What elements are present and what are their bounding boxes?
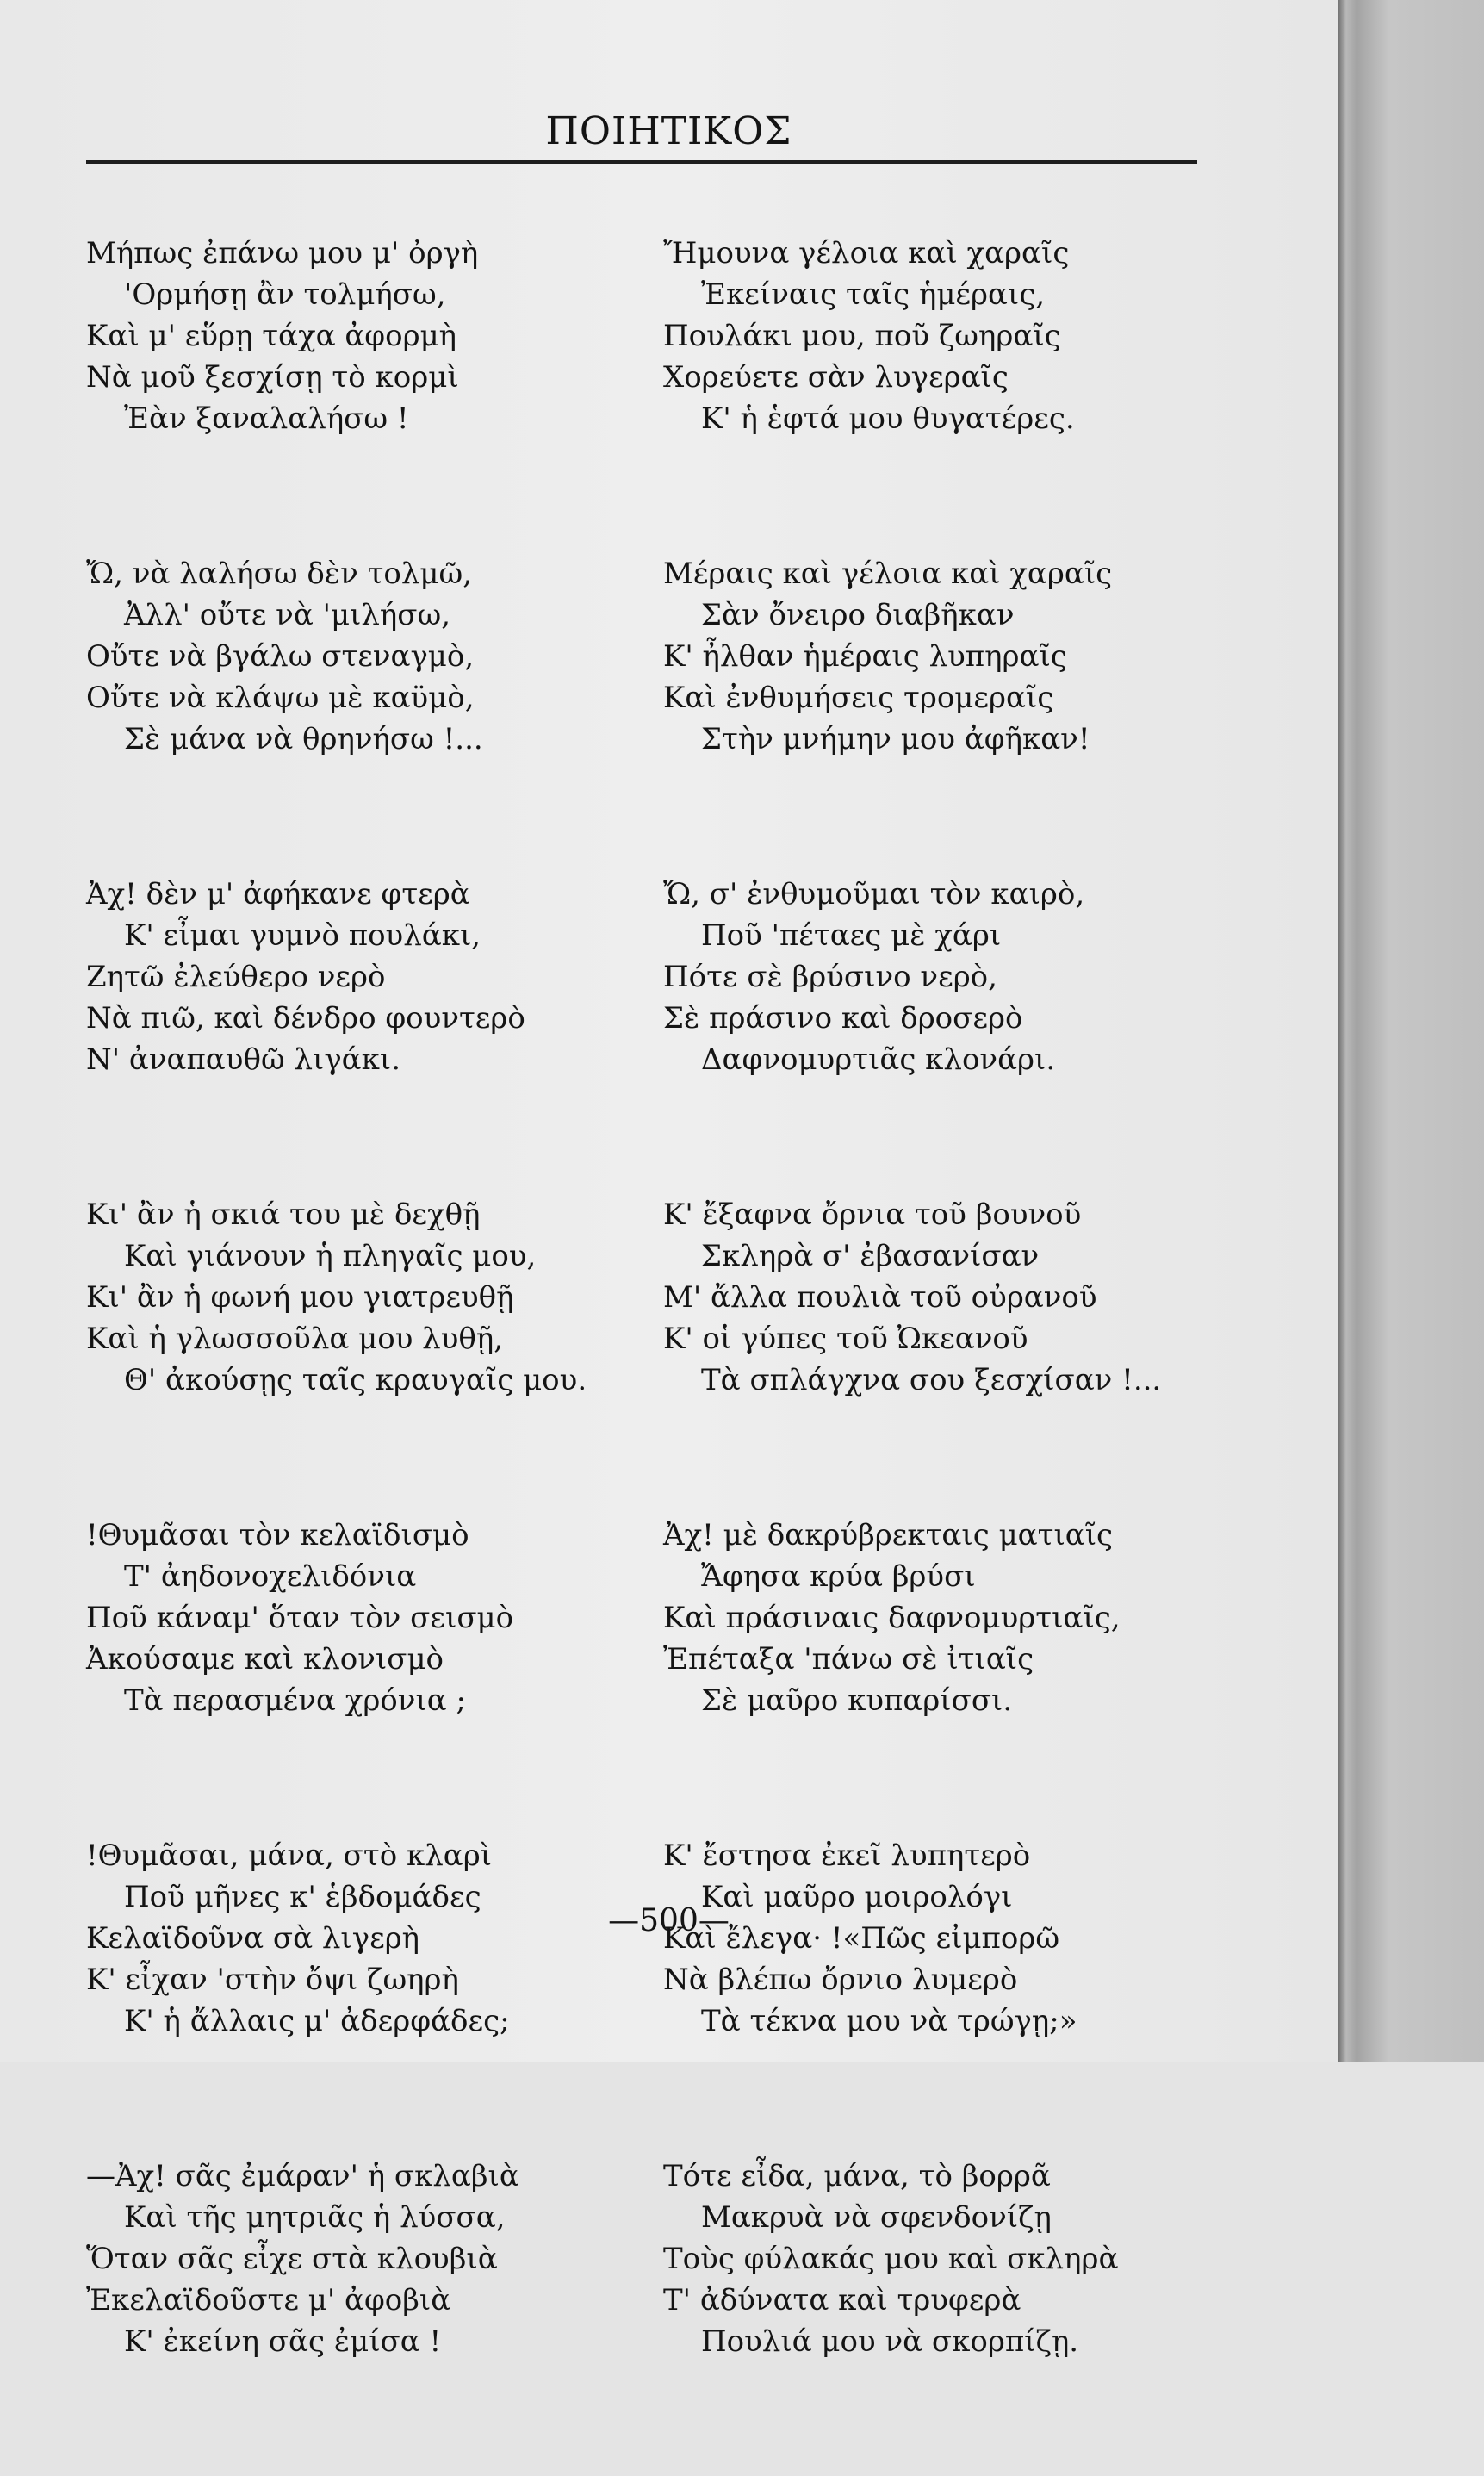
verse-line: Καὶ ἔλεγα· !«Πῶς εἰμπορῶ xyxy=(663,1921,1060,1956)
stanza xyxy=(663,233,1214,553)
stanza xyxy=(86,1835,637,2156)
verse-line: Κ' εἶχαν 'στὴν ὄψι ζωηρὴ xyxy=(86,1963,459,1997)
stanza xyxy=(663,874,1214,1194)
verse-line: Κ' οἱ γύπες τοῦ Ὠκεανοῦ xyxy=(663,1322,1028,1356)
verse-line: !Θυμᾶσαι, μάνα, στὸ κλαρὶ xyxy=(86,1838,493,1873)
verse-line: Τότε εἶδα, μάνα, τὸ βορρᾶ xyxy=(663,2159,1051,2193)
verse-line: Ἀχ! μὲ δακρύβρεκταις ματιαῖς xyxy=(663,1518,1114,1552)
stanza xyxy=(86,1194,637,1515)
verse-line: Μήπως ἐπάνω μου μ' ὀργὴ xyxy=(86,236,479,271)
verse-line: Καὶ ἐνθυμήσεις τρομεραῖς xyxy=(663,681,1054,715)
verse-line: Καὶ πράσιναις δαφνομυρτιαῖς, xyxy=(663,1601,1121,1635)
verse-line: Καὶ ἡ γλωσσοῦλα μου λυθῇ, xyxy=(86,1322,504,1356)
verse-line: Ἀχ! δὲν μ' ἀφήκανε φτερὰ xyxy=(86,877,470,911)
stanza xyxy=(663,553,1214,874)
verse-line: Κ' ἔστησα ἐκεῖ λυπητερὸ xyxy=(663,1838,1031,1873)
verse-line: Ποῦ 'πέταες μὲ χάρι xyxy=(701,918,1002,953)
verse-line: Κελαϊδοῦνα σὰ λιγερὴ xyxy=(86,1921,420,1956)
verse-line: Νὰ πιῶ, καὶ δένδρο φουντερὸ xyxy=(86,1001,525,1036)
verse-line: Ἀκούσαμε καὶ κλονισμὸ xyxy=(86,1642,444,1677)
stanza xyxy=(86,553,637,874)
right-column xyxy=(663,233,1214,2476)
verse-line: Κ' ἔξαφνα ὄρνια τοῦ βουνοῦ xyxy=(663,1198,1082,1232)
verse-line: Μέραις καὶ γέλοια καὶ χαραῖς xyxy=(663,557,1113,591)
stanza xyxy=(663,1835,1214,2156)
verse-line: Πουλάκι μου, ποῦ ζωηραῖς xyxy=(663,319,1061,353)
verse-line: Τοὺς φύλακάς μου καὶ σκληρὰ xyxy=(663,2242,1119,2276)
verse-line: Νὰ μοῦ ξεσχίσῃ τὸ κορμὶ xyxy=(86,360,459,395)
verse-line: Πουλιά μου νὰ σκορπίζῃ. xyxy=(701,2324,1079,2359)
stanza xyxy=(86,874,637,1194)
stanza xyxy=(663,1515,1214,1835)
verse-line: Οὔτε νὰ βγάλω στεναγμὸ, xyxy=(86,639,475,674)
verse-line: Κ' ἡ ἑφτά μου θυγατέρες. xyxy=(701,401,1075,436)
page-edge-shadow xyxy=(1338,0,1484,2062)
verse-line: Καὶ τῆς μητριᾶς ἡ λύσσα, xyxy=(124,2200,506,2235)
verse-line: Τὰ σπλάγχνα σου ξεσχίσαν !... xyxy=(701,1363,1162,1397)
verse-line: Ἀλλ' οὔτε νὰ 'μιλήσω, xyxy=(124,598,451,632)
verse-line: Ἐκελαϊδοῦστε μ' ἀφοβιὰ xyxy=(86,2283,451,2317)
verse-line: Κι' ἂν ἡ φωνή μου γιατρευθῇ xyxy=(86,1280,514,1315)
verse-line: Καὶ γιάνουν ἡ πληγαῖς μου, xyxy=(124,1239,537,1273)
left-column xyxy=(86,233,637,2476)
verse-line: Σὲ πράσινο καὶ δροσερὸ xyxy=(663,1001,1023,1036)
verse-line: Κ' ἐκείνη σᾶς ἐμίσα ! xyxy=(124,2324,442,2359)
verse-line: Σκληρὰ σ' ἐβασανίσαν xyxy=(701,1239,1040,1273)
stanza xyxy=(86,233,637,553)
verse-line: Οὔτε νὰ κλάψω μὲ καϋμὸ, xyxy=(86,681,475,715)
verse-line: Σὰν ὄνειρο διαβῆκαν xyxy=(701,598,1015,632)
verse-line: 'Ορμήσῃ ἂν τολμήσω, xyxy=(124,277,446,312)
verse-line: Ποῦ μῆνες κ' ἑβδομάδες xyxy=(124,1880,481,1914)
verse-line: Ὅταν σᾶς εἶχε στὰ κλουβιὰ xyxy=(86,2242,498,2276)
verse-line: Τ' ἀδύνατα καὶ τρυφερὰ xyxy=(663,2283,1021,2317)
verse-line: Ἤμουνα γέλοια καὶ χαραῖς xyxy=(663,236,1070,271)
verse-line: Ὤ, σ' ἐνθυμοῦμαι τὸν καιρὸ, xyxy=(663,877,1085,911)
verse-line: Σὲ μαῦρο κυπαρίσσι. xyxy=(701,1683,1013,1718)
verse-line: Κι' ἂν ἡ σκιά του μὲ δεχθῇ xyxy=(86,1198,481,1232)
verse-line: Σὲ μάνα νὰ θρηνήσω !... xyxy=(124,722,483,756)
verse-line: Ν' ἀναπαυθῶ λιγάκι. xyxy=(86,1042,401,1077)
verse-line: Θ' ἀκούσῃς ταῖς κραυγαῖς μου. xyxy=(124,1363,587,1397)
stanza xyxy=(86,2156,637,2476)
verse-line: Ἐὰν ξαναλαλήσω ! xyxy=(124,401,409,436)
verse-line: Τὰ τέκνα μου νὰ τρώγῃ;» xyxy=(701,2004,1077,2038)
verse-line: Κ' ἡ ἄλλαις μ' ἀδερφάδες; xyxy=(124,2004,510,2038)
verse-line: Στὴν μνήμην μου ἀφῆκαν! xyxy=(701,722,1090,756)
header-rule xyxy=(86,160,1197,164)
verse-line: Κ' ἦλθαν ἡμέραις λυπηραῖς xyxy=(663,639,1067,674)
verse-line: Ἄφησα κρύα βρύσι xyxy=(701,1559,976,1594)
verse-line: !Θυμᾶσαι τὸν κελαϊδισμὸ xyxy=(86,1518,469,1552)
verse-line: Καὶ μαῦρο μοιρολόγι xyxy=(701,1880,1013,1914)
verse-line: Μ' ἄλλα πουλιὰ τοῦ οὐρανοῦ xyxy=(663,1280,1097,1315)
verse-line: Καὶ μ' εὕρῃ τάχα ἀφορμὴ xyxy=(86,319,457,353)
verse-line: Ποῦ κάναμ' ὅταν τὸν σεισμὸ xyxy=(86,1601,514,1635)
verse-line: Μακρυὰ νὰ σφενδονίζῃ xyxy=(701,2200,1052,2235)
stanza xyxy=(663,2156,1214,2476)
verse-line: Τ' ἀηδονοχελιδόνια xyxy=(124,1559,417,1594)
running-head: ΠΟΙΗΤΙΚΟΣ xyxy=(545,109,792,153)
verse-line: Ἐπέταξα 'πάνω σὲ ἰτιαῖς xyxy=(663,1642,1034,1677)
verse-line: Χορεύετε σὰν λυγεραῖς xyxy=(663,360,1009,395)
verse-line: Νὰ βλέπω ὄρνιο λυμερὸ xyxy=(663,1963,1018,1997)
verse-line: Τὰ περασμένα χρόνια ; xyxy=(124,1683,466,1718)
page-number: —500— xyxy=(608,1903,730,1938)
stanza xyxy=(86,1515,637,1835)
verse-line: —Ἀχ! σᾶς ἐμάραν' ἡ σκλαβιὰ xyxy=(86,2159,519,2193)
verse-line: Ζητῶ ἐλεύθερο νερὸ xyxy=(86,960,386,994)
verse-line: Ἐκείναις ταῖς ἡμέραις, xyxy=(701,277,1046,312)
verse-line: Δαφνομυρτιᾶς κλονάρι. xyxy=(701,1042,1056,1077)
verse-line: Ὤ, νὰ λαλήσω δὲν τολμῶ, xyxy=(86,557,473,591)
stanza xyxy=(663,1194,1214,1515)
verse-line: Κ' εἶμαι γυμνὸ πουλάκι, xyxy=(124,918,481,953)
verse-line: Πότε σὲ βρύσινο νερὸ, xyxy=(663,960,997,994)
